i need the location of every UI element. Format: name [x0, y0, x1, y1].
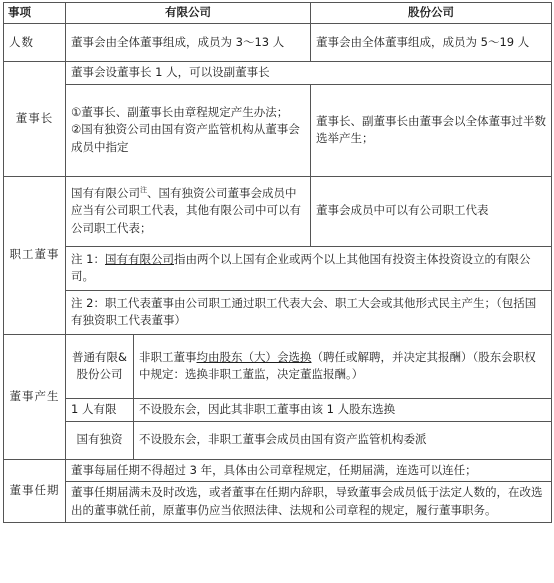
chair-limited-1: ①董事长、副董事长由章程规定产生办法； [71, 104, 289, 119]
board-comparison-table [3, 2, 552, 523]
produce-r1-label: 普通有限&股份公司 [66, 334, 134, 398]
row-staff [4, 176, 552, 246]
header-joint: 股份公司 [311, 3, 552, 24]
row-staff-note1 [4, 246, 552, 290]
r1-b: （聘任或解聘，并决定其报酬）（股东会职权中规定：选换非职工董监，决定董监报酬。） [139, 349, 536, 382]
note1-rest: 指由两个以上国有企业或两个以上其他国有投资主体投资设立的有限公司。 [71, 251, 531, 284]
chair-joint: 董事长、副董事长由董事会以全体董事过半数选举产生； [311, 84, 552, 176]
item-chair: 董事长 [4, 62, 66, 177]
note1-prefix: 注 1： [71, 251, 105, 266]
produce-r1-text [134, 334, 552, 398]
company-comparison-table-wrap [3, 2, 551, 523]
row-term-1 [4, 459, 552, 482]
term-line2: 董事任期届满未及时改选，或者董事在任期内辞职，导致董事会成员低于法定人数的，在改选出的董事就任前，原董事仍应当依照法律、法规和公司章程的规定，履行董事职务。 [66, 482, 552, 523]
item-size: 人数 [4, 24, 66, 62]
chair-limited-2: ②国有独资公司由国有资产监管机构从董事会成员中指定 [71, 122, 300, 155]
row-size [4, 24, 552, 62]
row-term-2 [4, 482, 552, 523]
staff-note1 [66, 246, 552, 290]
produce-r2-text: 不设股东会，因此其非职工董事由该 1 人股东选换 [134, 398, 552, 421]
chair-limited [66, 84, 311, 176]
note1-underlined: 国有有限公司 [104, 251, 174, 266]
header-limited: 有限公司 [66, 3, 311, 24]
produce-r3-text: 不设股东会，非职工董事会成员由国有资产监管机构委派 [134, 421, 552, 459]
staff-limited-b: 、国有独资公司董事会成员中应当有公司职工代表，其他有限公司中可以有公司职工代表； [71, 185, 301, 236]
row-produce-1 [4, 334, 552, 398]
header-item: 事项 [4, 3, 66, 24]
item-produce: 董事产生 [4, 334, 66, 459]
row-staff-note2 [4, 290, 552, 334]
staff-joint: 董事会成员中可以有公司职工代表 [311, 176, 552, 246]
staff-note2: 注 2：职工代表董事由公司职工通过职工代表大会、职工大会或其他形式民主产生；（包括国有独资职工代表董事） [66, 290, 552, 334]
staff-note-mark: 注 [140, 185, 147, 194]
item-term: 董事任期 [4, 459, 66, 522]
produce-r3-label: 国有独资 [66, 421, 134, 459]
row-chair-common [4, 62, 552, 85]
staff-limited [66, 176, 311, 246]
row-chair-detail [4, 84, 552, 176]
header-row [4, 3, 552, 24]
row-produce-3 [4, 421, 552, 459]
size-joint: 董事会由全体董事组成，成员为 5～19 人 [311, 24, 552, 62]
item-staff: 职工董事 [4, 176, 66, 334]
chair-common: 董事会设董事长 1 人，可以设副董事长 [66, 62, 552, 85]
r1-a: 非职工董事 [139, 349, 197, 364]
staff-limited-a: 国有有限公司 [71, 185, 140, 200]
row-produce-2 [4, 398, 552, 421]
size-limited: 董事会由全体董事组成，成员为 3～13 人 [66, 24, 311, 62]
r1-underlined: 均由股东（大）会选换 [196, 349, 312, 364]
produce-r2-label: 1 人有限 [66, 398, 134, 421]
term-line1: 董事每届任期不得超过 3 年，具体由公司章程规定，任期届满，连选可以连任； [66, 459, 552, 482]
